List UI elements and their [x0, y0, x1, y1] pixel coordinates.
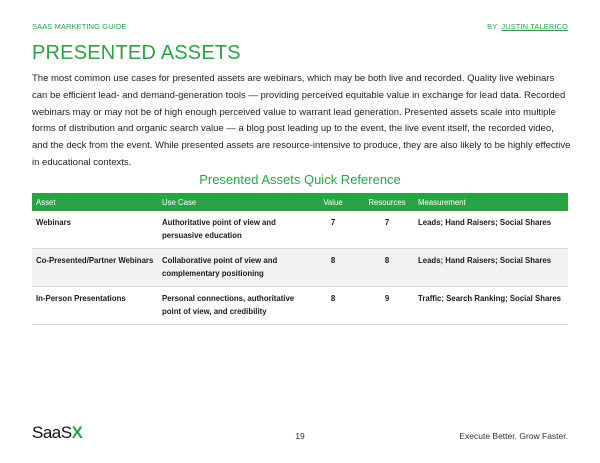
column-header-resources: Resources	[360, 193, 414, 211]
logo-main-text: SaaS	[32, 423, 72, 442]
quick-reference-table	[32, 193, 568, 325]
cell-resources: 7	[360, 211, 414, 249]
cell-use-case: Authoritative point of view and persuasive education	[158, 211, 306, 249]
cell-use-case: Personal connections, authoritative point of view, and credibility	[158, 287, 306, 325]
table-row	[32, 249, 568, 287]
author-link[interactable]: JUSTIN TALERICO	[501, 22, 568, 31]
cell-use-case: Collaborative point of view and complementary positioning	[158, 249, 306, 287]
page-title: PRESENTED ASSETS	[32, 42, 241, 64]
cell-resources: 8	[360, 249, 414, 287]
page-header	[32, 22, 568, 31]
cell-value: 8	[306, 249, 360, 287]
by-label: BY:	[487, 22, 500, 31]
cell-asset: Webinars	[32, 211, 158, 249]
cell-asset: In-Person Presentations	[32, 287, 158, 325]
column-header-measurement: Measurement	[414, 193, 568, 211]
page-number: 19	[295, 431, 305, 441]
logo-x-mark: X	[71, 423, 83, 442]
footer-tagline: Execute Better. Grow Faster.	[459, 431, 568, 441]
column-header-use-case: Use Case	[158, 193, 306, 211]
author-byline	[487, 22, 568, 31]
table-header-row	[32, 193, 568, 211]
cell-asset: Co-Presented/Partner Webinars	[32, 249, 158, 287]
cell-measurement: Leads; Hand Raisers; Social Shares	[414, 211, 568, 249]
cell-value: 8	[306, 287, 360, 325]
table-row	[32, 287, 568, 325]
table-title: Presented Assets Quick Reference	[199, 172, 401, 187]
column-header-value: Value	[306, 193, 360, 211]
table-row	[32, 211, 568, 249]
cell-measurement: Traffic; Search Ranking; Social Shares	[414, 287, 568, 325]
cell-measurement: Leads; Hand Raisers; Social Shares	[414, 249, 568, 287]
cell-value: 7	[306, 211, 360, 249]
guide-label: SAAS MARKETING GUIDE	[32, 22, 127, 31]
cell-resources: 9	[360, 287, 414, 325]
column-header-asset: Asset	[32, 193, 158, 211]
body-paragraph: The most common use cases for presented assets are webinars, which may be both live and recorded. Quality live webinars can be efficient lead- and demand-generation tools — providing perceived equitable value in exchange for lead data. Recorded webinars may or may not be of high enough perceived value to warrant lead generation. Presented assets scale into multiple forms of distribution and organic search value — a blog post leading up to the event, the live event itself, the recorded video, and the deck from the event. While presented assets are resource-intensive to produce, they are also likely to be highly effective in educational contexts.	[32, 73, 571, 168]
